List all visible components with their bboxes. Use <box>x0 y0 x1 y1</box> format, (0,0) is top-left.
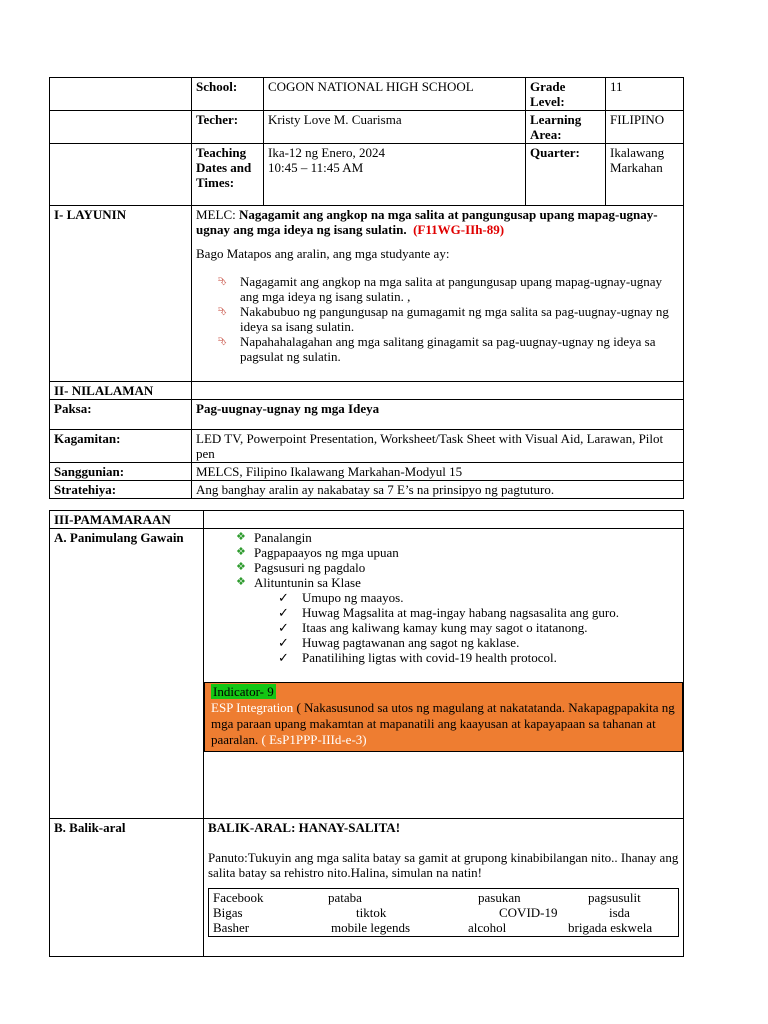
melc <box>196 207 679 237</box>
word: tiktok <box>356 905 387 920</box>
rule-item: ✓ Huwag Magsalita at mag-ingay habang nagsasalita ang guro. <box>278 605 619 620</box>
rule-item: ✓ Umupo ng maayos. <box>278 590 404 605</box>
time-value: 10:45 – 11:45 AM <box>268 160 364 175</box>
melc-text: Nagagamit ang angkop na mga salita at pangungusap upang mapag-ugnay-ugnay ang mga ideya ng isang sulatin. <box>196 207 658 237</box>
rule-item: ✓ Huwag pagtawanan ang sagot ng kaklase. <box>278 635 520 650</box>
pamamaraan-empty <box>204 511 684 529</box>
word: Basher <box>213 920 250 935</box>
esp-code: ( EsP1PPP-IIId-e-3) <box>261 732 367 747</box>
activities-list <box>208 530 679 590</box>
layunin-content <box>192 206 684 382</box>
activity-item: ❖ Alituntunin sa Klase <box>236 575 361 590</box>
checkmark-icon: ✓ <box>278 605 289 620</box>
checkmark-icon: ✓ <box>278 650 289 665</box>
empty-cell <box>50 111 192 144</box>
checkmark-icon: ✓ <box>278 620 289 635</box>
diamond-bullet-icon: ❖ <box>236 546 246 558</box>
area-label: Learning Area: <box>526 111 606 144</box>
objective-item: ⮷ Nakabubuo ng pangungusap na gumagamit ng mga salita sa pag-uugnay-ugnay ng ideya sa isang sulatin. <box>218 304 669 334</box>
sanggunian-value: MELCS, Filipino Ikalawang Markahan-Modyul 15 <box>192 463 684 481</box>
checkmark-icon: ✓ <box>278 590 289 605</box>
layunin-label: I- LAYUNIN <box>50 206 192 382</box>
objectives-list <box>196 274 679 364</box>
word: mobile legends <box>331 920 411 935</box>
checkmark-icon: ✓ <box>278 635 289 650</box>
balik-aral-label: B. Balik-aral <box>50 819 204 957</box>
quarter-value: Ikalawang Markahan <box>606 144 684 206</box>
activity-item: ❖ Pagpapaayos ng mga upuan <box>236 545 399 560</box>
objective-item: ⮷ Nagagamit ang angkop na mga salita at pangungusap upang mapag-ugnay-ugnay ang mga ideya ng isang sulatin. , <box>218 274 663 304</box>
paksa-label: Paksa: <box>50 400 192 430</box>
word: alcohol <box>468 920 507 935</box>
area-value: FILIPINO <box>606 111 684 144</box>
empty-cell <box>50 144 192 206</box>
word-row <box>213 890 674 905</box>
objective-item: ⮷ Napahahalagahan ang mga salitang ginagamit sa pag-uugnay-ugnay ng ideya sa pagsulat ng sulatin. <box>218 334 656 364</box>
word: pasukan <box>478 890 521 905</box>
word-row <box>213 920 674 935</box>
grade-label: Grade Level: <box>526 78 606 111</box>
pamamaraan-label: III-PAMAMARAAN <box>50 511 204 529</box>
pamamaraan-table <box>49 510 684 957</box>
rule-item: ✓ Itaas ang kaliwang kamay kung may sagot o itatanong. <box>278 620 588 635</box>
arrow-bullet-icon: ⮷ <box>218 336 227 348</box>
objectives-intro: Bago Matapos ang aralin, ang mga studyante ay: <box>196 246 450 261</box>
word-row <box>213 905 674 920</box>
logo-cell <box>50 78 192 111</box>
sanggunian-label: Sanggunian: <box>50 463 192 481</box>
word: Facebook <box>213 890 264 905</box>
word: Bigas <box>213 905 243 920</box>
word: pataba <box>328 890 362 905</box>
dates-value <box>264 144 526 206</box>
grade-value: 11 <box>606 78 684 111</box>
nilalaman-label: II- NILALAMAN <box>50 382 192 400</box>
balik-aral-title: BALIK-ARAL: HANAY-SALITA! <box>208 820 401 835</box>
kagamitan-label: Kagamitan: <box>50 430 192 463</box>
panimulang-content <box>204 529 684 819</box>
arrow-bullet-icon: ⮷ <box>218 306 227 318</box>
esp-text: ( Nakasusunod sa utos ng magulang at nakatatanda. Nakapagpapakita ng mga paraan upang makamtan at mapanatili ang kaayusan at kapayapaan sa tahanan at paaralan. <box>211 700 675 747</box>
melc-code: (F11WG-IIh-89) <box>413 222 505 237</box>
school-label: School: <box>192 78 264 111</box>
esp-integration-box <box>204 682 683 752</box>
word: isda <box>609 905 630 920</box>
kagamitan-value: LED TV, Powerpoint Presentation, Worksheet/Task Sheet with Visual Aid, Larawan, Pilot pen <box>192 430 684 463</box>
word: brigada eskwela <box>568 920 653 935</box>
date-value: Ika-12 ng Enero, 2024 <box>268 145 385 160</box>
balik-aral-content <box>204 819 684 957</box>
panuto: Panuto:Tukuyin ang mga salita batay sa gamit at grupong kinabibilangan nito.. Ihanay ang salita batay sa rehistro nito.Halina, simulan na natin! <box>208 850 679 880</box>
rule-item: ✓ Panatilihing ligtas with covid-19 health protocol. <box>278 650 557 665</box>
lesson-header-table <box>49 77 684 499</box>
diamond-bullet-icon: ❖ <box>236 576 246 588</box>
paksa-value: Pag-uugnay-ugnay ng mga Ideya <box>192 400 684 430</box>
panimulang-label: A. Panimulang Gawain <box>50 529 204 819</box>
arrow-bullet-icon: ⮷ <box>218 276 227 288</box>
stratehiya-value: Ang banghay aralin ay nakabatay sa 7 E’s na prinsipyo ng pagtuturo. <box>192 481 684 499</box>
esp-label: ESP Integration <box>211 700 294 715</box>
diamond-bullet-icon: ❖ <box>236 531 246 543</box>
stratehiya-label: Stratehiya: <box>50 481 192 499</box>
indicator-label: Indicator- 9 <box>213 684 274 699</box>
word: pagsusulit <box>588 890 641 905</box>
teacher-value: Kristy Love M. Cuarisma <box>264 111 526 144</box>
word-box <box>208 888 679 937</box>
melc-prefix: MELC: <box>196 207 239 222</box>
rules-list <box>208 590 679 665</box>
activity-item: ❖ Pagsusuri ng pagdalo <box>236 560 366 575</box>
quarter-label: Quarter: <box>526 144 606 206</box>
activity-item: ❖ Panalangin <box>236 530 312 545</box>
diamond-bullet-icon: ❖ <box>236 561 246 573</box>
dates-label: Teaching Dates and Times: <box>192 144 264 206</box>
word: COVID-19 <box>499 905 558 920</box>
teacher-label: Techer: <box>192 111 264 144</box>
nilalaman-empty <box>192 382 684 400</box>
school-value: COGON NATIONAL HIGH SCHOOL <box>264 78 526 111</box>
